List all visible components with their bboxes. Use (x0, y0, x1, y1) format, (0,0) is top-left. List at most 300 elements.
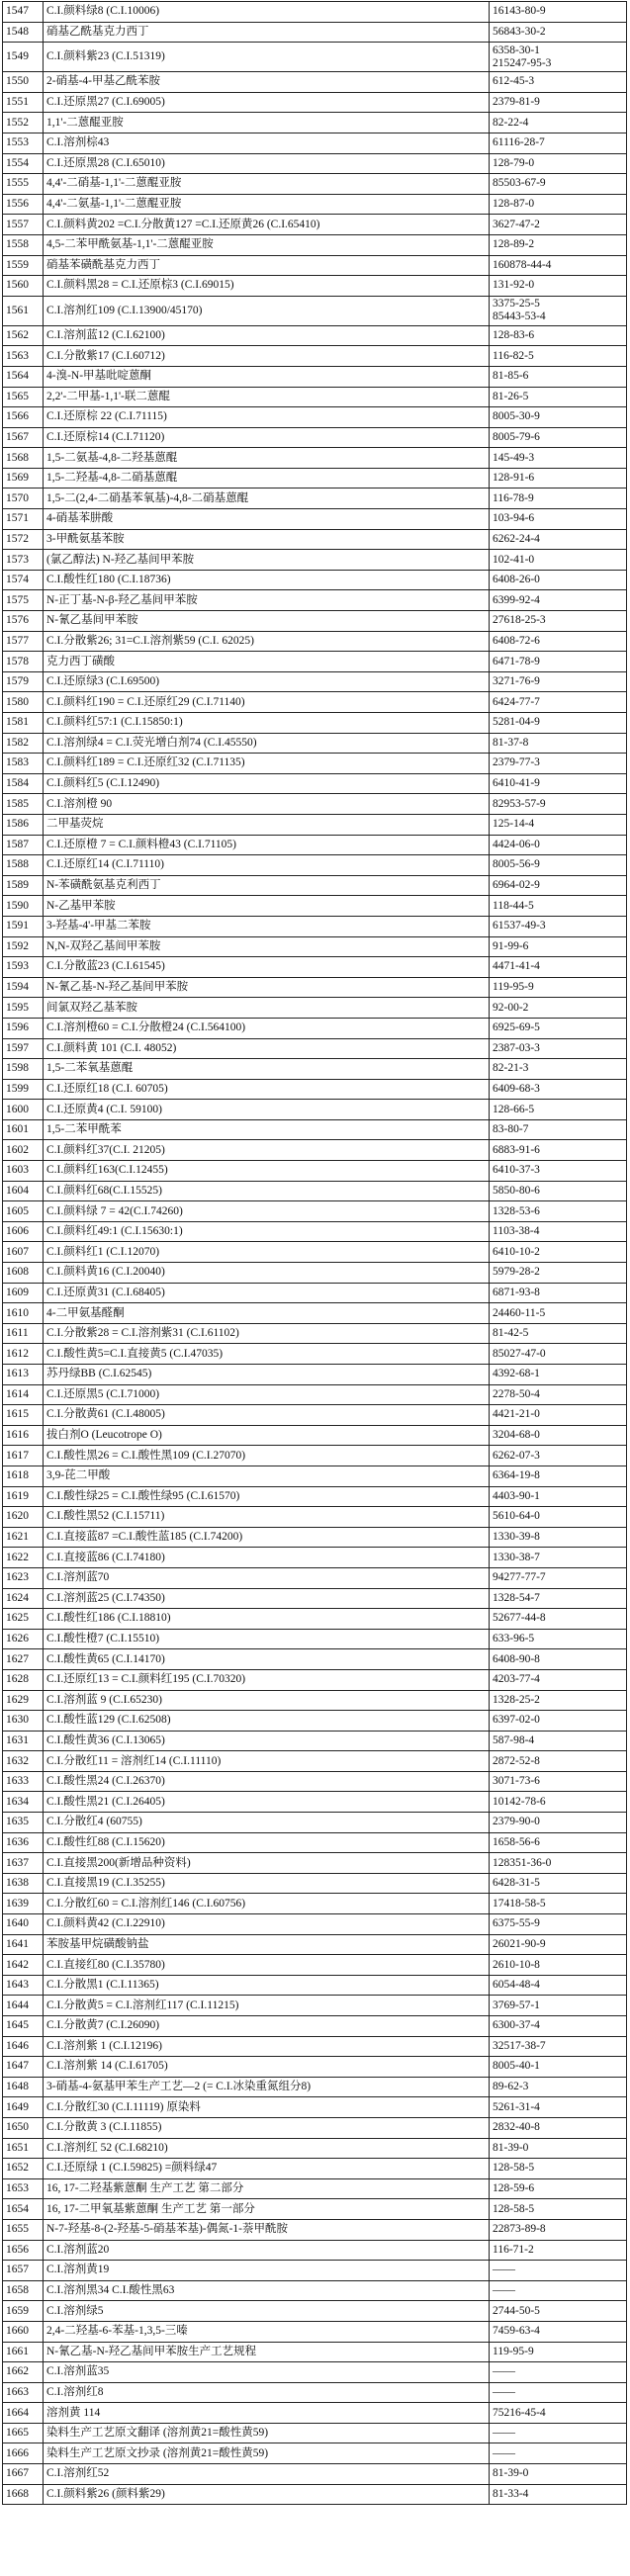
cas-number: 61116-28-7 (493, 136, 545, 149)
compound-name-cell: C.I.颜料红68(C.I.15525) (44, 1181, 490, 1201)
table-row (3, 754, 627, 774)
cas-number: 119-95-9 (493, 981, 534, 994)
row-number-cell: 1663 (3, 2382, 44, 2403)
cas-number-cell (490, 489, 627, 509)
cas-number: 32517-38-7 (493, 2039, 546, 2052)
cas-number-cell (490, 2423, 627, 2443)
cas-number: 8005-56-9 (493, 858, 540, 871)
table-row (3, 1955, 627, 1976)
row-number-cell: 1585 (3, 794, 44, 815)
cas-number: 6871-93-8 (493, 1286, 540, 1298)
compound-name-cell: 染料生产工艺原文抄录 (溶剂黄21=酸性黄59) (44, 2443, 490, 2464)
cas-number: 81-42-5 (493, 1327, 529, 1340)
cas-number-cell (490, 43, 627, 72)
cas-number-cell (490, 2464, 627, 2485)
row-number-cell: 1577 (3, 631, 44, 652)
compound-name-cell: C.I.分散红30 (C.I.11119) 原染料 (44, 2097, 490, 2118)
compound-name-cell: 间氯双羟乙基苯胺 (44, 998, 490, 1019)
cas-number-cell (490, 325, 627, 346)
compound-name-cell: 1,5-二苯甲酰苯 (44, 1119, 490, 1140)
table-row (3, 855, 627, 876)
table-row (3, 2301, 627, 2322)
cas-number-cell (490, 1914, 627, 1935)
table-row (3, 2261, 627, 2281)
cas-number: 7459-63-4 (493, 2325, 540, 2338)
table-row (3, 276, 627, 297)
compound-name-cell: 4-溴-N-甲基吡啶蒽酮 (44, 366, 490, 387)
compound-name-cell: C.I.还原黄31 (C.I.68405) (44, 1283, 490, 1303)
cas-number: 6358-30-1 (493, 44, 540, 56)
cas-number-cell (490, 1731, 627, 1751)
cas-number: 17418-58-5 (493, 1897, 546, 1910)
compound-name-cell: C.I.分散红11 = 溶剂红14 (C.I.11110) (44, 1751, 490, 1772)
cas-number-cell (490, 387, 627, 407)
row-number-cell: 1583 (3, 754, 44, 774)
cas-number-cell (490, 1119, 627, 1140)
compound-name-cell: C.I.溶剂绿5 (44, 2301, 490, 2322)
row-number-cell: 1590 (3, 896, 44, 917)
cas-number: 92-00-2 (493, 1001, 529, 1014)
table-row (3, 998, 627, 1019)
cas-number: 75216-45-4 (493, 2406, 546, 2419)
compound-name-cell: 4,5-二苯甲酰氨基-1,1'-二蒽醌亚胺 (44, 234, 490, 255)
row-number-cell: 1662 (3, 2362, 44, 2383)
cas-number-cell (490, 1813, 627, 1833)
table-row (3, 1303, 627, 1324)
compound-name-cell: 苯胺基甲烷磺酸钠盐 (44, 1934, 490, 1955)
cas-number: 82-21-3 (493, 1062, 529, 1075)
compound-name-cell: 1,5-二(2,4-二硝基苯氧基)-4,8-二硝基蒽醌 (44, 489, 490, 509)
table-row (3, 1711, 627, 1732)
cas-number: 2387-03-3 (493, 1041, 540, 1054)
cas-number: 6262-24-4 (493, 532, 540, 545)
cas-number-cell (490, 1771, 627, 1792)
row-number-cell: 1548 (3, 22, 44, 43)
table-row (3, 1813, 627, 1833)
cas-number-cell (490, 1038, 627, 1059)
cas-number-cell (490, 1242, 627, 1263)
row-number-cell: 1659 (3, 2301, 44, 2322)
row-number-cell: 1629 (3, 1690, 44, 1711)
compound-name-cell: C.I.颜料黑28 = C.I.还原棕3 (C.I.69015) (44, 276, 490, 297)
compound-name-cell: C.I.颜料绿8 (C.I.10006) (44, 2, 490, 23)
compound-name-cell: 3,9-芘二甲酸 (44, 1466, 490, 1486)
cas-number: 633-96-5 (493, 1633, 535, 1645)
cas-number-cell (490, 2342, 627, 2362)
cas-number: 81-39-0 (493, 2467, 529, 2480)
row-number-cell: 1580 (3, 692, 44, 713)
cas-number: —— (493, 2385, 515, 2398)
cas-number: 4424-06-0 (493, 838, 540, 850)
cas-number: 6409-68-3 (493, 1082, 540, 1095)
cas-number: 3271-76-9 (493, 675, 540, 688)
compound-name-cell: C.I.还原红14 (C.I.71110) (44, 855, 490, 876)
compound-name-cell: C.I.酸性红88 (C.I.15620) (44, 1832, 490, 1853)
cas-number: 3627-47-2 (493, 218, 540, 230)
row-number-cell: 1571 (3, 509, 44, 530)
cas-number-cell (490, 754, 627, 774)
table-row (3, 1669, 627, 1690)
cas-number-cell (490, 1365, 627, 1385)
cas-number-cell (490, 22, 627, 43)
table-row (3, 1344, 627, 1365)
cas-number-cell (490, 255, 627, 276)
cas-number: 3375-25-5 (493, 298, 540, 311)
cas-number: 6410-37-3 (493, 1164, 540, 1177)
table-row (3, 1975, 627, 1996)
table-row (3, 773, 627, 794)
cas-number: 6424-77-7 (493, 695, 540, 708)
table-row (3, 2464, 627, 2485)
compound-name-cell: C.I.酸性黄5=C.I.直接黄5 (C.I.47035) (44, 1344, 490, 1365)
table-row (3, 570, 627, 590)
table-row (3, 407, 627, 428)
compound-name-cell: 1,1'-二蒽醌亚胺 (44, 113, 490, 133)
table-row (3, 22, 627, 43)
cas-number-cell (490, 2219, 627, 2240)
cas-number-cell (490, 977, 627, 998)
row-number-cell: 1643 (3, 1975, 44, 1996)
cas-number-cell (490, 773, 627, 794)
cas-number-cell (490, 1384, 627, 1405)
table-row (3, 1486, 627, 1507)
cas-number-cell (490, 194, 627, 215)
cas-number-cell (490, 1221, 627, 1242)
cas-number: 22873-89-8 (493, 2223, 546, 2236)
cas-number-cell (490, 1140, 627, 1161)
table-row (3, 1466, 627, 1486)
row-number-cell: 1549 (3, 43, 44, 72)
cas-number-cell (490, 652, 627, 672)
compound-name-cell: 染料生产工艺原文翻译 (溶剂黄21=酸性黄59) (44, 2423, 490, 2443)
table-row (3, 1365, 627, 1385)
cas-number-cell (490, 1425, 627, 1446)
cas-number-cell (490, 590, 627, 611)
compound-name-cell: C.I.酸性红180 (C.I.18736) (44, 570, 490, 590)
table-row (3, 1446, 627, 1466)
compound-name-cell: N-氰乙基间甲苯胺 (44, 611, 490, 632)
cas-number-cell (490, 1629, 627, 1649)
cas-number-cell (490, 855, 627, 876)
compound-name-cell: C.I.颜料红5 (C.I.12490) (44, 773, 490, 794)
cas-number-cell (490, 72, 627, 93)
row-number-cell: 1547 (3, 2, 44, 23)
table-row (3, 896, 627, 917)
row-number-cell: 1565 (3, 387, 44, 407)
cas-number: 6964-02-9 (493, 879, 540, 892)
row-number-cell: 1556 (3, 194, 44, 215)
cas-number: 2744-50-5 (493, 2304, 540, 2317)
compound-name-cell: C.I.酸性橙7 (C.I.15510) (44, 1629, 490, 1649)
row-number-cell: 1666 (3, 2443, 44, 2464)
compound-name-cell: C.I.溶剂蓝70 (44, 1567, 490, 1588)
cas-number: —— (493, 2284, 515, 2297)
cas-number-cell (490, 2097, 627, 2118)
cas-number: 27618-25-3 (493, 614, 546, 627)
row-number-cell: 1586 (3, 814, 44, 835)
row-number-cell: 1661 (3, 2342, 44, 2362)
table-row (3, 174, 627, 195)
table-row (3, 2138, 627, 2159)
cas-number-cell (490, 1161, 627, 1182)
table-row (3, 366, 627, 387)
cas-number-cell (490, 2280, 627, 2301)
row-number-cell: 1562 (3, 325, 44, 346)
row-number-cell: 1582 (3, 733, 44, 754)
cas-number-cell (490, 2362, 627, 2383)
compound-name-cell: 4,4'-二氨基-1,1'-二蒽醌亚胺 (44, 194, 490, 215)
cas-number: 160878-44-4 (493, 258, 552, 271)
table-row (3, 794, 627, 815)
cas-number: 16143-80-9 (493, 5, 546, 18)
cas-number-cell (490, 1996, 627, 2016)
row-number-cell: 1668 (3, 2484, 44, 2505)
table-row (3, 1609, 627, 1630)
compound-name-cell: 2-硝基-4-甲基乙酰苯胺 (44, 72, 490, 93)
cas-number-cell (490, 2117, 627, 2138)
cas-number-cell (490, 1100, 627, 1120)
compound-name-cell: 1,5-二羟基-4,8-二硝基蒽醌 (44, 468, 490, 489)
cas-number: —— (493, 2365, 515, 2378)
row-number-cell: 1639 (3, 1894, 44, 1914)
cas-number: 3071-73-6 (493, 1775, 540, 1788)
cas-number: 2610-10-8 (493, 1958, 540, 1971)
row-number-cell: 1570 (3, 489, 44, 509)
cas-number: 116-78-9 (493, 491, 534, 504)
cas-number: 128-58-5 (493, 2202, 535, 2215)
cas-number: 3769-57-1 (493, 1999, 540, 2011)
table-row (3, 1527, 627, 1548)
table-row (3, 611, 627, 632)
table-row (3, 957, 627, 978)
cas-number: 82-22-4 (493, 116, 529, 129)
cas-number-cell (490, 1446, 627, 1466)
row-number-cell: 1634 (3, 1792, 44, 1813)
cas-number: 1330-39-8 (493, 1531, 540, 1544)
compound-name-cell: C.I.直接红80 (C.I.35780) (44, 1955, 490, 1976)
row-number-cell: 1575 (3, 590, 44, 611)
cas-number: 1328-53-6 (493, 1204, 540, 1217)
row-number-cell: 1655 (3, 2219, 44, 2240)
cas-number: 215247-95-3 (493, 56, 552, 69)
row-number-cell: 1619 (3, 1486, 44, 1507)
table-row (3, 1771, 627, 1792)
cas-number: 2379-90-0 (493, 1816, 540, 1828)
compound-name-cell: C.I.颜料红57:1 (C.I.15850:1) (44, 713, 490, 734)
row-number-cell: 1635 (3, 1813, 44, 1833)
compound-name-cell: 4-二甲氨基醛酮 (44, 1303, 490, 1324)
cas-number: 2379-81-9 (493, 96, 540, 109)
cas-number: 131-92-0 (493, 279, 535, 292)
table-row (3, 1405, 627, 1426)
row-number-cell: 1618 (3, 1466, 44, 1486)
compound-name-cell: C.I.颜料黄202 =C.I.分散黄127 =C.I.还原黄26 (C.I.65410) (44, 215, 490, 235)
row-number-cell: 1641 (3, 1934, 44, 1955)
table-row (3, 1079, 627, 1100)
compound-name-cell: C.I.溶剂红109 (C.I.13900/45170) (44, 296, 490, 325)
compound-name-cell: C.I.分散黑1 (C.I.11365) (44, 1975, 490, 1996)
cas-number: 145-49-3 (493, 451, 535, 464)
cas-number: 6428-31-5 (493, 1877, 540, 1890)
compound-name-cell: C.I.直接黑200(新增品种资料) (44, 1853, 490, 1874)
compound-name-cell: C.I.分散红60 = C.I.溶剂红146 (C.I.60756) (44, 1894, 490, 1914)
cas-number-cell (490, 92, 627, 113)
row-number-cell: 1613 (3, 1365, 44, 1385)
table-row (3, 916, 627, 936)
cas-number: 24460-11-5 (493, 1306, 546, 1319)
row-number-cell: 1637 (3, 1853, 44, 1874)
cas-number: 587-98-4 (493, 1733, 535, 1746)
cas-number: 3204-68-0 (493, 1429, 540, 1442)
cas-number-cell (490, 1263, 627, 1284)
cas-number-cell (490, 1486, 627, 1507)
cas-number-cell (490, 2, 627, 23)
cas-number-cell (490, 936, 627, 957)
compound-name-cell: 二甲基荧烷 (44, 814, 490, 835)
cas-number-cell (490, 113, 627, 133)
cas-number-cell (490, 2321, 627, 2342)
row-number-cell: 1636 (3, 1832, 44, 1853)
compound-name-cell: 1,5-二苯氧基蒽醌 (44, 1059, 490, 1080)
row-number-cell: 1612 (3, 1344, 44, 1365)
row-number-cell: 1598 (3, 1059, 44, 1080)
compound-name-cell: C.I.溶剂紫 14 (C.I.61705) (44, 2057, 490, 2078)
cas-number: 81-39-0 (493, 2141, 529, 2154)
cas-number-cell (490, 1588, 627, 1609)
cas-number-cell (490, 733, 627, 754)
table-row (3, 113, 627, 133)
cas-number-cell (490, 1711, 627, 1732)
cas-number: 1658-56-6 (493, 1835, 540, 1848)
cas-number: 128-91-6 (493, 472, 535, 485)
cas-number: 128-79-0 (493, 156, 535, 169)
row-number-cell: 1623 (3, 1567, 44, 1588)
compound-name-cell: C.I.还原红18 (C.I. 60705) (44, 1079, 490, 1100)
compound-name-cell: 16, 17-二甲氧基紫蒽酮 生产工艺 第一部分 (44, 2199, 490, 2220)
row-number-cell: 1578 (3, 652, 44, 672)
row-number-cell: 1627 (3, 1649, 44, 1670)
row-number-cell: 1646 (3, 2036, 44, 2057)
table-row (3, 1384, 627, 1405)
table-row (3, 590, 627, 611)
cas-number-cell (490, 1181, 627, 1201)
cas-number-cell (490, 407, 627, 428)
cas-number: —— (493, 2446, 515, 2459)
row-number-cell: 1602 (3, 1140, 44, 1161)
cas-number: 2832-40-8 (493, 2121, 540, 2134)
cas-number-cell (490, 2016, 627, 2037)
table-row (3, 733, 627, 754)
table-row (3, 1996, 627, 2016)
row-number-cell: 1559 (3, 255, 44, 276)
compound-name-cell: C.I.颜料绿 7 = 42(C.I.74260) (44, 1201, 490, 1222)
row-number-cell: 1573 (3, 550, 44, 571)
row-number-cell: 1566 (3, 407, 44, 428)
cas-number: 6408-72-6 (493, 634, 540, 647)
compound-name-cell: C.I.溶剂黑34 C.I.酸性黑63 (44, 2280, 490, 2301)
compound-name-cell: C.I.颜料紫23 (C.I.51319) (44, 43, 490, 72)
row-number-cell: 1617 (3, 1446, 44, 1466)
table-row (3, 1832, 627, 1853)
cas-number-cell (490, 550, 627, 571)
cas-number: 2278-50-4 (493, 1387, 540, 1400)
cas-number-cell (490, 957, 627, 978)
table-row (3, 1425, 627, 1446)
compound-name-cell: C.I.分散蓝23 (C.I.61545) (44, 957, 490, 978)
compound-name-cell: C.I.分散紫28 = C.I.溶剂紫31 (C.I.61102) (44, 1323, 490, 1344)
cas-number: 5610-64-0 (493, 1510, 540, 1523)
cas-number-cell (490, 1344, 627, 1365)
compound-name-cell: 16, 17-二羟基紫蒽酮 生产工艺 第二部分 (44, 2178, 490, 2199)
row-number-cell: 1589 (3, 875, 44, 896)
cas-number-cell (490, 427, 627, 448)
cas-number-cell (490, 631, 627, 652)
row-number-cell: 1603 (3, 1161, 44, 1182)
row-number-cell: 1614 (3, 1384, 44, 1405)
row-number-cell: 1588 (3, 855, 44, 876)
cas-number-cell (490, 346, 627, 367)
compound-name-cell: N,N-双羟乙基间甲苯胺 (44, 936, 490, 957)
cas-number-cell (490, 1955, 627, 1976)
row-number-cell: 1601 (3, 1119, 44, 1140)
compound-name-cell: C.I.颜料黄 101 (C.I. 48052) (44, 1038, 490, 1059)
compound-name-cell: C.I.酸性红186 (C.I.18810) (44, 1609, 490, 1630)
compound-name-cell: C.I.直接蓝87 =C.I.酸性蓝185 (C.I.74200) (44, 1527, 490, 1548)
compound-name-cell: C.I.溶剂红52 (44, 2464, 490, 2485)
cas-number-cell (490, 2484, 627, 2505)
cas-number: 26021-90-9 (493, 1937, 546, 1950)
cas-number: 8005-40-1 (493, 2060, 540, 2073)
table-row (3, 2077, 627, 2097)
table-row (3, 1792, 627, 1813)
cas-number: 6054-48-4 (493, 1979, 540, 1992)
table-row (3, 2219, 627, 2240)
compound-name-cell: C.I.溶剂红8 (44, 2382, 490, 2403)
cas-number: 128-89-2 (493, 238, 535, 251)
row-number-cell: 1604 (3, 1181, 44, 1201)
row-number-cell: 1640 (3, 1914, 44, 1935)
table-row (3, 1221, 627, 1242)
cas-number: 128351-36-0 (493, 1856, 552, 1869)
cas-number: 61537-49-3 (493, 920, 546, 933)
compound-name-cell: C.I.直接黑19 (C.I.35255) (44, 1873, 490, 1894)
cas-number: 125-14-4 (493, 818, 535, 831)
cas-number: 103-94-6 (493, 512, 535, 525)
cas-number-cell (490, 2301, 627, 2322)
row-number-cell: 1594 (3, 977, 44, 998)
table-row (3, 1934, 627, 1955)
compound-name-cell: 克力西丁磺酸 (44, 652, 490, 672)
table-row (3, 346, 627, 367)
cas-number-cell (490, 296, 627, 325)
compound-name-cell: 2,4-二羟基-6-苯基-1,3,5-三嗪 (44, 2321, 490, 2342)
cas-number-cell (490, 1832, 627, 1853)
table-row (3, 2423, 627, 2443)
table-row (3, 468, 627, 489)
table-row (3, 1201, 627, 1222)
table-row (3, 2382, 627, 2403)
compound-name-cell: C.I.溶剂紫 1 (C.I.12196) (44, 2036, 490, 2057)
table-row (3, 92, 627, 113)
compound-table-body (3, 2, 627, 2505)
row-number-cell: 1657 (3, 2261, 44, 2281)
row-number-cell: 1649 (3, 2097, 44, 2118)
cas-number-cell (490, 1201, 627, 1222)
compound-name-cell: C.I.还原橙 7 = C.I.颜料橙43 (C.I.71105) (44, 835, 490, 855)
cas-number-cell (490, 1649, 627, 1670)
compound-table (2, 1, 627, 2505)
row-number-cell: 1648 (3, 2077, 44, 2097)
